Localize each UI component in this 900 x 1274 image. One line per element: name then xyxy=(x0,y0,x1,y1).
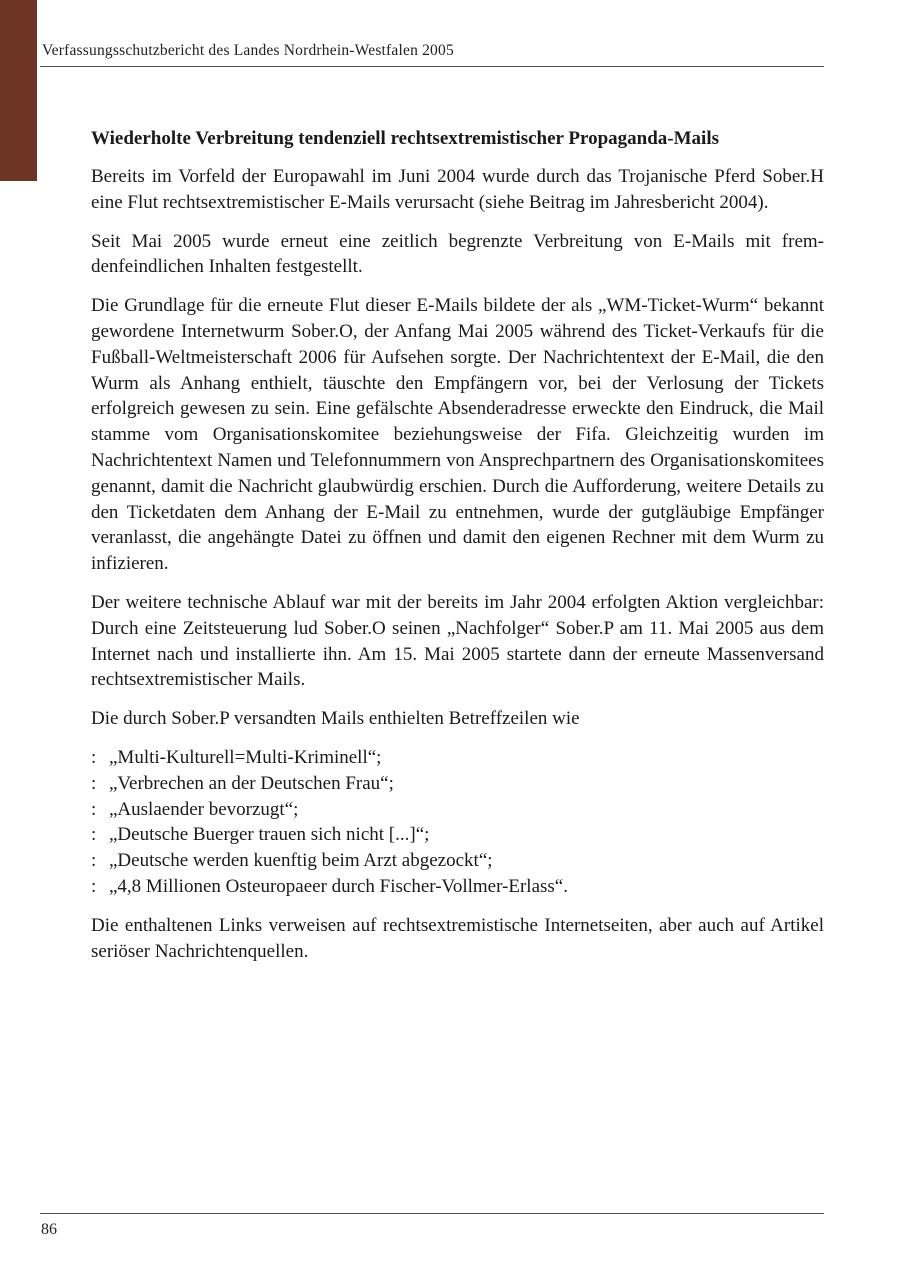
list-bullet: : xyxy=(91,850,97,872)
page-number: 86 xyxy=(41,1221,57,1238)
closing-paragraph: Die enthaltenen Links verweisen auf rechtsextremistische Internetseiten, aber auch auf Artikel seriöser Nachrichtenquellen. xyxy=(91,914,824,962)
subject-line: „Verbrechen an der Deutschen Frau“; xyxy=(109,772,394,794)
list-bullet: : xyxy=(91,746,97,768)
paragraph: Seit Mai 2005 wurde erneut eine zeitlich begrenzte Verbreitung von E-Mails mit fremdenfeindlichen Inhalten festgestellt. xyxy=(91,230,824,278)
list-bullet: : xyxy=(91,875,97,897)
paragraph: Bereits im Vorfeld der Europawahl im Juni 2004 wurde durch das Trojanische Pferd Sober.H eine Flut rechtsextremistischer E-Mails verursacht (siehe Beitrag im Jahresbericht 2004). xyxy=(91,166,824,213)
subject-line: „Auslaender bevorzugt“; xyxy=(109,798,299,820)
subject-line: „4,8 Millionen Osteuropaeer durch Fischer-Vollmer-Erlass“. xyxy=(109,875,568,897)
list-bullet: : xyxy=(91,798,97,820)
subject-line: „Deutsche Buerger trauen sich nicht [...]“; xyxy=(109,824,430,846)
list-item xyxy=(91,848,824,874)
paragraph: Die Grundlage für die erneute Flut dieser E-Mails bildete der als „WM-Ticket-Wurm“ bekannt gewordene Internetwurm Sober.O, der Anfang Mai 2005 während des Ticket-Verkaufs für die Fußball-Weltmeisterschaft 2006 für Aufsehen sorgte. Der Nachrichtentext der E-Mail, die den Wurm als Anhang enthielt, täuschte den Empfängern vor, bei der Verlosung der Tickets erfolgreich gewesen zu sein. Eine gefälschte Absenderadresse erweckte den Eindruck, die Mail stamme vom Organisationskomitee beziehungsweise der Fifa. Gleichzeitig wurden im Nachrichtentext Namen und Telefonnummern von Ansprechpartnern des Organisationskomitees genannt, damit die Nachricht glaubwürdig erschien. Durch die Aufforderung, weitere Details zu den Ticketdaten dem Anhang der E-Mail zu entnehmen, wurde der gutgläubige Empfänger veranlasst, die angehängte Datei zu öffnen und damit den eigenen Rechner mit dem Wurm zu infizieren. xyxy=(91,295,824,575)
list-item xyxy=(91,745,824,771)
footer-divider xyxy=(40,1213,824,1214)
subject-line-list xyxy=(91,745,824,900)
list-item xyxy=(91,822,824,848)
running-header: Verfassungsschutzbericht des Landes Nordrhein-Westfalen 2005 xyxy=(42,42,454,59)
list-bullet: : xyxy=(91,772,97,794)
paragraph: Die durch Sober.P versandten Mails enthielten Betreffzeilen wie xyxy=(91,708,580,730)
side-color-bar xyxy=(0,0,37,181)
subject-line: „Deutsche werden kuenftig beim Arzt abgezockt“; xyxy=(109,850,493,872)
header-divider xyxy=(40,66,824,67)
paragraph: Der weitere technische Ablauf war mit der bereits im Jahr 2004 erfolgten Aktion vergleichbar: Durch eine Zeitsteuerung lud Sober.O seinen „Nachfolger“ Sober.P am 11. Mai 2005 aus dem Internet nach und installierte ihn. Am 15. Mai 2005 startete dann der erneute Massenversand rechtsextremistischer Mails. xyxy=(91,591,824,691)
subject-line: „Multi-Kulturell=Multi-Kriminell“; xyxy=(109,746,382,768)
list-item xyxy=(91,771,824,797)
page-content xyxy=(91,126,824,977)
section-heading: Wiederholte Verbreitung tendenziell rechtsextremistischer Propaganda-Mails xyxy=(91,128,719,149)
list-item xyxy=(91,797,824,823)
list-item xyxy=(91,874,824,900)
list-bullet: : xyxy=(91,824,97,846)
